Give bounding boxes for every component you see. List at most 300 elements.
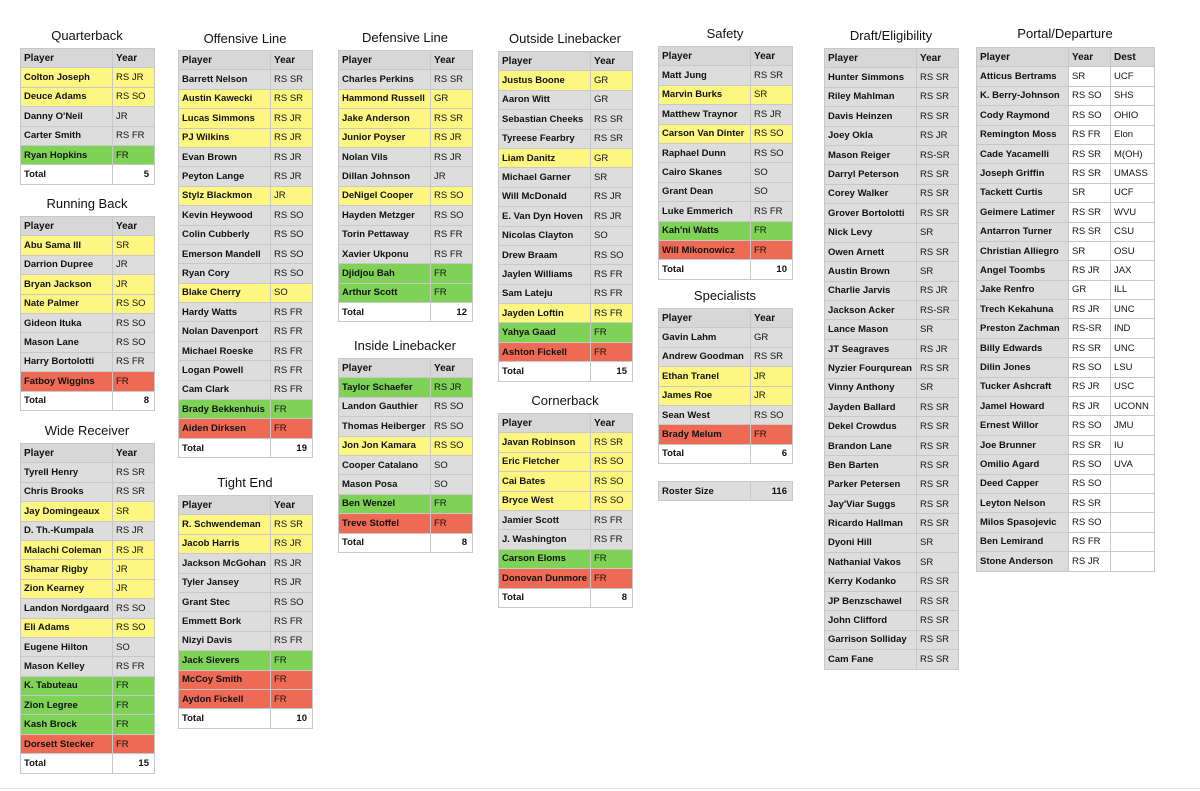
player-name: R. Schwendeman [179,515,271,534]
header-row [659,309,793,328]
player-name: Cody Raymond [977,106,1069,125]
player-name: Dillan Johnson [339,167,431,186]
table-row [499,452,633,471]
player-name: Zion Kearney [21,579,113,598]
player-year: SO [591,226,633,245]
player-year: RS JR [271,128,313,147]
player-destination [1111,474,1155,493]
table-row [659,66,793,85]
table-row [977,164,1155,183]
table-row [825,87,959,106]
table-row [339,128,473,147]
table-row [179,361,313,380]
table-row [499,71,633,90]
player-year: RS SO [591,472,633,491]
table-row [659,202,793,221]
table-row [659,221,793,240]
player-year: JR [751,367,793,386]
player-name: Aiden Dirksen [179,419,271,438]
player-year: RS JR [917,281,959,300]
player-name: Angel Toombs [977,261,1069,280]
player-year: RS SR [917,359,959,378]
header-row [179,496,313,515]
table-row [499,530,633,549]
player-name: Sean West [659,405,751,424]
player-name: Joseph Griffin [977,164,1069,183]
player-name: Brady Melum [659,425,751,444]
player-destination: UCF [1111,183,1155,202]
table-row [339,378,473,397]
player-year: RS SO [113,599,155,618]
player-year: RS SR [917,204,959,223]
roster-size-value: 116 [751,482,793,501]
player-year: RS JR [113,521,155,540]
total-row [499,362,633,381]
player-year: RS FR [591,510,633,529]
player-year: RS JR [271,554,313,573]
header-row [179,51,313,70]
player-name: JT Seagraves [825,339,917,358]
total-value: 6 [751,444,793,463]
header-row [339,359,473,378]
player-name: Hunter Simmons [825,68,917,87]
player-year: RS JR [271,147,313,166]
player-year: SR [1069,241,1111,260]
player-year: FR [431,514,473,533]
player-name: Darryl Peterson [825,165,917,184]
player-destination: SHS [1111,86,1155,105]
player-year: FR [591,549,633,568]
player-name: Stone Anderson [977,552,1069,571]
player-year: RS SR [431,70,473,89]
table-row [825,339,959,358]
player-year: RS SO [1069,455,1111,474]
cornerback-table [498,413,633,608]
player-name: Stylz Blackmon [179,186,271,205]
player-year: RS SO [271,206,313,225]
table-row [179,400,313,419]
header-row [499,52,633,71]
column-header: Year [113,217,155,236]
total-label: Total [179,709,271,728]
table-row [499,245,633,264]
total-row [659,260,793,279]
outside-linebacker-table [498,51,633,382]
player-name: Cam Clark [179,380,271,399]
table-row [499,226,633,245]
player-year: RS SR [271,515,313,534]
player-year: FR [431,264,473,283]
table-row [179,631,313,650]
table-row [499,433,633,452]
table-row [977,416,1155,435]
player-name: Dilin Jones [977,358,1069,377]
inside-linebacker-table [338,358,473,553]
table-row [21,521,155,540]
table-row [179,109,313,128]
table-row [659,105,793,124]
player-year: RS SO [431,206,473,225]
player-year: RS SR [271,70,313,89]
total-label: Total [21,754,113,773]
player-year: RS SO [113,333,155,352]
player-name: Lucas Simmons [179,109,271,128]
player-year: SR [917,378,959,397]
player-destination: Elon [1111,125,1155,144]
player-year: RS SR [1069,164,1111,183]
player-year: RS JR [271,573,313,592]
player-name: Garrison Solliday [825,630,917,649]
player-year: RS SR [917,398,959,417]
column-header: Player [179,51,271,70]
table-row [339,397,473,416]
player-name: Chris Brooks [21,482,113,501]
player-name: Leyton Nelson [977,493,1069,512]
table-row [977,377,1155,396]
table-row [179,283,313,302]
column-header: Year [271,51,313,70]
table-row [339,436,473,455]
player-year: SR [917,320,959,339]
ol-title: Offensive Line [203,31,287,46]
player-year: SO [271,283,313,302]
player-year: RS SR [917,107,959,126]
table-row [977,319,1155,338]
player-name: Malachi Coleman [21,540,113,559]
table-row [825,126,959,145]
quarterback-table [20,48,155,185]
player-name: Trech Kekahuna [977,300,1069,319]
player-year: SR [917,223,959,242]
player-name: Mason Lane [21,333,113,352]
player-year: RS FR [431,244,473,263]
total-value: 8 [431,533,473,552]
wide-receiver-table [20,443,155,774]
player-name: Jack Sievers [179,651,271,670]
player-year: RS SO [271,264,313,283]
total-value: 12 [431,303,473,322]
table-row [977,125,1155,144]
table-row [179,341,313,360]
table-row [21,599,155,618]
player-name: Sam Lateju [499,284,591,303]
player-year: FR [591,323,633,342]
player-name: Omilio Agard [977,455,1069,474]
player-year: RS FR [271,322,313,341]
table-row [21,294,155,313]
rb-title: Running Back [46,196,128,211]
table-row [21,107,155,126]
table-row [179,670,313,689]
total-label: Total [499,588,591,607]
player-year: RS JR [113,540,155,559]
player-name: Evan Brown [179,147,271,166]
player-name: Jon Jon Kamara [339,436,431,455]
player-name: Jayden Loftin [499,304,591,323]
table-row [825,378,959,397]
player-destination [1111,493,1155,512]
player-name: Djidjou Bah [339,264,431,283]
player-year: RS SR [751,66,793,85]
player-name: Gavin Lahm [659,328,751,347]
table-row [179,244,313,263]
player-name: Jay Domingeaux [21,502,113,521]
player-destination: JAX [1111,261,1155,280]
player-year: RS SR [113,463,155,482]
player-name: Thomas Heiberger [339,417,431,436]
portal-title: Portal/Departure [1017,26,1113,41]
player-name: K. Tabuteau [21,676,113,695]
total-label: Total [179,438,271,457]
player-year: FR [591,342,633,361]
olb-title: Outside Linebacker [508,31,621,46]
player-name: Ricardo Hallman [825,514,917,533]
player-year: JR [113,275,155,294]
table-row [339,109,473,128]
table-row [499,284,633,303]
column-header: Year [431,51,473,70]
table-row [21,618,155,637]
table-row [179,592,313,611]
player-year: FR [431,283,473,302]
table-row [659,386,793,405]
table-row [179,206,313,225]
table-row [825,475,959,494]
player-year: RS JR [431,378,473,397]
player-name: Junior Poyser [339,128,431,147]
player-year: RS JR [113,68,155,87]
player-name: E. Van Dyn Hoven [499,207,591,226]
table-row [825,494,959,513]
player-year: SR [591,168,633,187]
total-value: 19 [271,438,313,457]
table-row [499,342,633,361]
player-name: Joe Brunner [977,435,1069,454]
player-year: JR [113,579,155,598]
table-row [339,225,473,244]
player-name: Blake Cherry [179,283,271,302]
header-row [339,51,473,70]
specialists-table [658,308,793,464]
table-row [977,552,1155,571]
player-year: RS SR [917,591,959,610]
player-year: RS SR [917,494,959,513]
player-name: Logan Powell [179,361,271,380]
player-year: GR [1069,280,1111,299]
player-year: RS JR [271,167,313,186]
player-destination: WVU [1111,203,1155,222]
player-year: RS SR [917,514,959,533]
player-year: JR [113,107,155,126]
table-row [977,106,1155,125]
player-year: RS SO [751,405,793,424]
player-year: RS SO [591,245,633,264]
player-name: Emmett Bork [179,612,271,631]
player-year: RS FR [751,202,793,221]
table-row [21,560,155,579]
table-row [21,126,155,145]
player-name: Matthew Traynor [659,105,751,124]
player-year: RS SR [917,184,959,203]
roster-size-table [658,481,793,501]
specialists-title: Specialists [693,288,757,303]
table-row [21,715,155,734]
player-year: JR [271,186,313,205]
player-year: RS FR [113,352,155,371]
player-name: Luke Emmerich [659,202,751,221]
table-row [977,144,1155,163]
player-year: SR [917,262,959,281]
header-row [659,47,793,66]
te-title: Tight End [217,475,273,490]
table-row [339,264,473,283]
qb-title: Quarterback [51,28,123,43]
table-row [21,372,155,391]
table-row [825,553,959,572]
player-year: RS SR [917,417,959,436]
player-name: James Roe [659,386,751,405]
player-year: JR [113,255,155,274]
table-row [977,493,1155,512]
player-year: SO [751,182,793,201]
defensive-line-table [338,50,473,322]
column-header: Year [1069,48,1111,67]
player-year: RS SO [1069,86,1111,105]
table-row [499,549,633,568]
player-year: RS SR [1069,493,1111,512]
column-header: Player [21,217,113,236]
player-name: Bryan Jackson [21,275,113,294]
total-row [179,438,313,457]
player-year: RS FR [113,657,155,676]
table-row [179,554,313,573]
player-name: Abu Sama III [21,236,113,255]
table-row [825,650,959,669]
player-year: RS SR [917,650,959,669]
player-name: Cooper Catalano [339,455,431,474]
column-header: Player [21,444,113,463]
player-destination: UNC [1111,300,1155,319]
player-year: RS FR [271,303,313,322]
table-row [21,676,155,695]
player-name: Peyton Lange [179,167,271,186]
player-destination: UCF [1111,67,1155,86]
total-label: Total [659,260,751,279]
player-year: RS JR [1069,397,1111,416]
table-row [659,367,793,386]
player-year: RS FR [271,341,313,360]
player-year: GR [591,148,633,167]
safety-table [658,46,793,280]
player-name: Carter Smith [21,126,113,145]
table-row [977,300,1155,319]
player-name: DeNigel Cooper [339,186,431,205]
total-value: 10 [271,709,313,728]
column-header: Year [271,496,313,515]
player-name: Vinny Anthony [825,378,917,397]
player-destination: M(OH) [1111,144,1155,163]
player-year: FR [113,734,155,753]
player-destination: UVA [1111,455,1155,474]
player-name: Nyzier Fourqurean [825,359,917,378]
player-year: RS SO [591,452,633,471]
player-year: FR [113,715,155,734]
table-row [825,436,959,455]
table-row [977,261,1155,280]
player-name: Barrett Nelson [179,70,271,89]
player-year: RS SO [113,313,155,332]
table-row [499,265,633,284]
table-row [659,85,793,104]
table-row [179,651,313,670]
player-year: RS SR [431,109,473,128]
player-name: Tyler Jansey [179,573,271,592]
total-label: Total [21,165,113,184]
player-year: RS FR [431,225,473,244]
player-name: Milos Spasojevic [977,513,1069,532]
table-row [179,264,313,283]
table-row [825,145,959,164]
player-year: FR [271,670,313,689]
player-year: GR [431,89,473,108]
player-year: SR [917,553,959,572]
player-name: Torin Pettaway [339,225,431,244]
table-row [179,147,313,166]
player-name: Deed Capper [977,474,1069,493]
column-header: Player [499,52,591,71]
table-row [499,323,633,342]
player-year: RS JR [917,339,959,358]
player-name: Gideon Ituka [21,313,113,332]
player-year: GR [591,71,633,90]
column-header: Player [21,49,113,68]
player-name: Tyrell Henry [21,463,113,482]
player-name: Jacob Harris [179,534,271,553]
total-row [21,754,155,773]
player-year: RS SR [917,572,959,591]
player-year: RS SO [751,124,793,143]
player-year: RS SR [917,611,959,630]
player-destination [1111,532,1155,551]
column-header: Player [179,496,271,515]
table-row [825,630,959,649]
table-row [339,475,473,494]
table-row [977,474,1155,493]
table-row [21,579,155,598]
player-name: Owen Arnett [825,242,917,261]
player-name: Eric Fletcher [499,452,591,471]
player-name: Deuce Adams [21,87,113,106]
player-name: Cairo Skanes [659,163,751,182]
player-destination: USC [1111,377,1155,396]
table-row [977,358,1155,377]
column-header: Year [431,359,473,378]
tight-end-table [178,495,313,729]
player-destination: IND [1111,319,1155,338]
player-year: GR [751,328,793,347]
table-row [825,320,959,339]
table-row [21,87,155,106]
ilb-title: Inside Linebacker [354,338,456,353]
player-name: Michael Garner [499,168,591,187]
player-name: Davis Heinzen [825,107,917,126]
player-year: RS SO [431,417,473,436]
table-row [659,405,793,424]
player-year: RS SR [917,630,959,649]
player-name: Javan Robinson [499,433,591,452]
table-row [825,359,959,378]
player-name: Atticus Bertrams [977,67,1069,86]
